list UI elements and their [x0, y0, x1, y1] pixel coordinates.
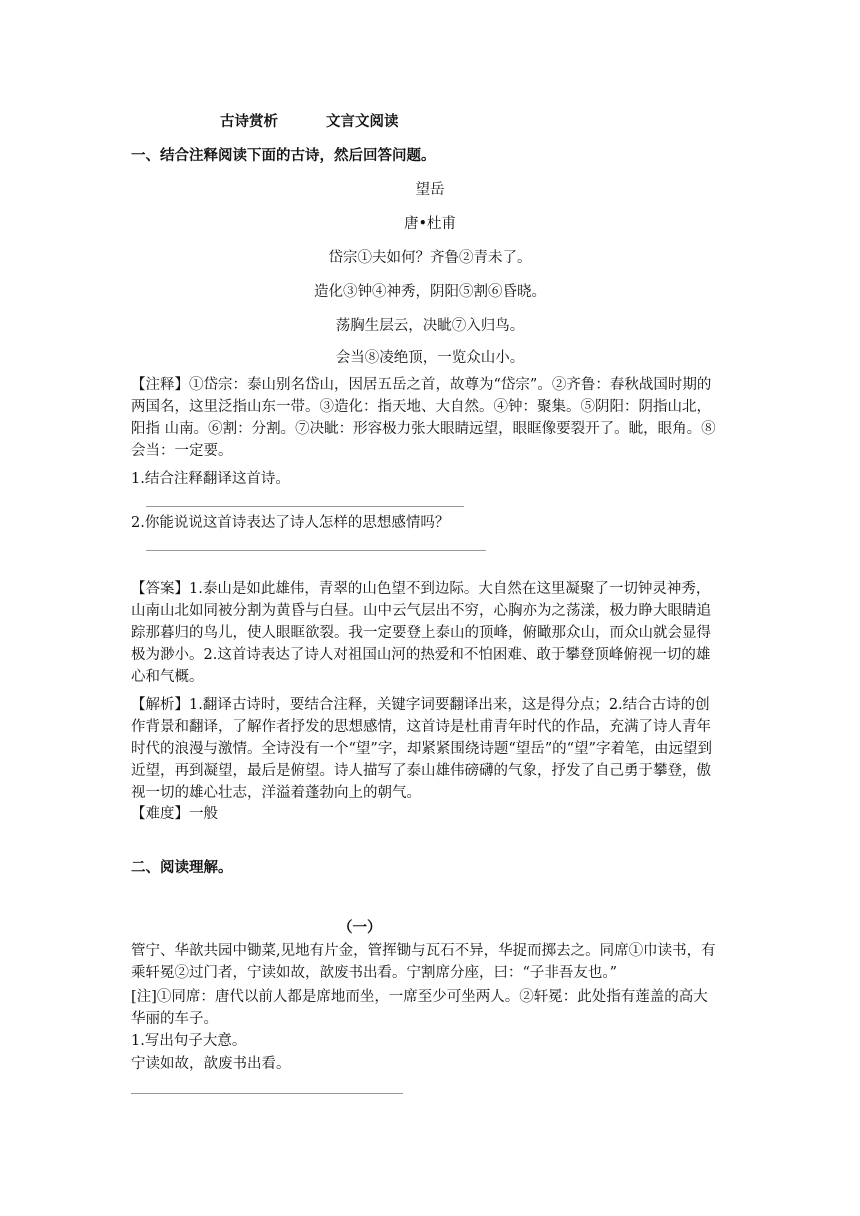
answer-line [131, 1093, 403, 1094]
question-sentence: 宁读如故，歆废书出看。 [131, 1056, 291, 1072]
passage-text: 管宁、华歆共园中锄菜,见地有片金，管挥锄与瓦石不异，华捉而掷去之。同席①巾读书，有乘轩冕②过门者，宁读如故，歆废书出看。宁割席分座，曰：“子非吾友也。” [131, 943, 716, 981]
section1-heading: 一、结合注释阅读下面的古诗，然后回答问题。 [131, 147, 436, 164]
poem-line: 荡胸生层云，决眦⑦入归鸟。 [335, 318, 525, 334]
answer-block: 【答案】1.泰山是如此雄伟，青翠的山色望不到边际。大自然在这里凝聚了一切钟灵神秀，山南山北如同被分割为黄昏与白昼。山中云气层出不穷，心胸亦为之荡漾，极力睁大眼睛追踪那暮归的鸟儿，使人眼眶欲裂。我一定要登上泰山的顶峰，俯瞰那众山，而众山就会显得极为渺小。2.这首诗表达了诗人对祖国山河的热爱和不怕困难、敢于攀登顶峰俯视一切的雄心和气概。 [131, 581, 711, 685]
passage-note: [注]①同席：唐代以前人都是席地而坐，一席至少可坐两人。②轩冕：此处指有莲盖的高大华丽的车子。 [131, 989, 708, 1027]
passage-number: （一） [338, 919, 382, 936]
poem-title: 望岳 [415, 182, 445, 198]
question-2: 2.你能说说这首诗表达了诗人怎样的思想感情吗？ [131, 515, 450, 531]
question-1: 1.结合注释翻译这首诗。 [131, 471, 290, 487]
poem-line: 造化③钟④神秀，阴阳⑤割⑥昏晓。 [314, 284, 546, 300]
poem-author: 唐•杜甫 [403, 216, 457, 232]
poem-notes: 【注释】①岱宗：泰山别名岱山，因居五岳之首，故尊为“岱宗”。②齐鲁：春秋战国时期的两国名，这里泛指山东一带。③造化：指天地、大自然。④钟：聚集。⑤阴阳：阴指山北，阳指 山南。⑥割：分割。⑦决眦：形容极力张大眼睛远望，眼眶像要裂开了。眦，眼角。⑧会当：一定要。 [131, 377, 716, 459]
difficulty-label: 【难度】一般 [131, 806, 218, 822]
poem-line: 岱宗①夫如何？齐鲁②青未了。 [328, 250, 532, 266]
answer-line [146, 550, 486, 551]
answer-line [146, 506, 464, 507]
poem-line: 会当⑧凌绝顶，一览众山小。 [335, 350, 525, 366]
section2-heading: 二、阅读理解。 [131, 859, 233, 876]
title-left: 古诗赏析 [220, 113, 278, 130]
analysis-block: 【解析】1.翻译古诗时，要结合注释，关键字词要翻译出来，这是得分点；2.结合古诗的创作背景和翻译，了解作者抒发的思想感情，这首诗是杜甫青年时代的作品，充满了诗人青年时代的浪漫与激情。全诗没有一个“望”字，却紧紧围绕诗题“望岳”的“望”字着笔，由远望到近望，再到凝望，最后是俯望。诗人描写了泰山雄伟磅礴的气象，抒发了自己勇于攀登，傲视一切的雄心壮志，洋溢着蓬勃向上的朝气。 [131, 697, 712, 801]
section2-question-1: 1.写出句子大意。 [131, 1033, 247, 1049]
title-right: 文言文阅读 [326, 113, 399, 130]
